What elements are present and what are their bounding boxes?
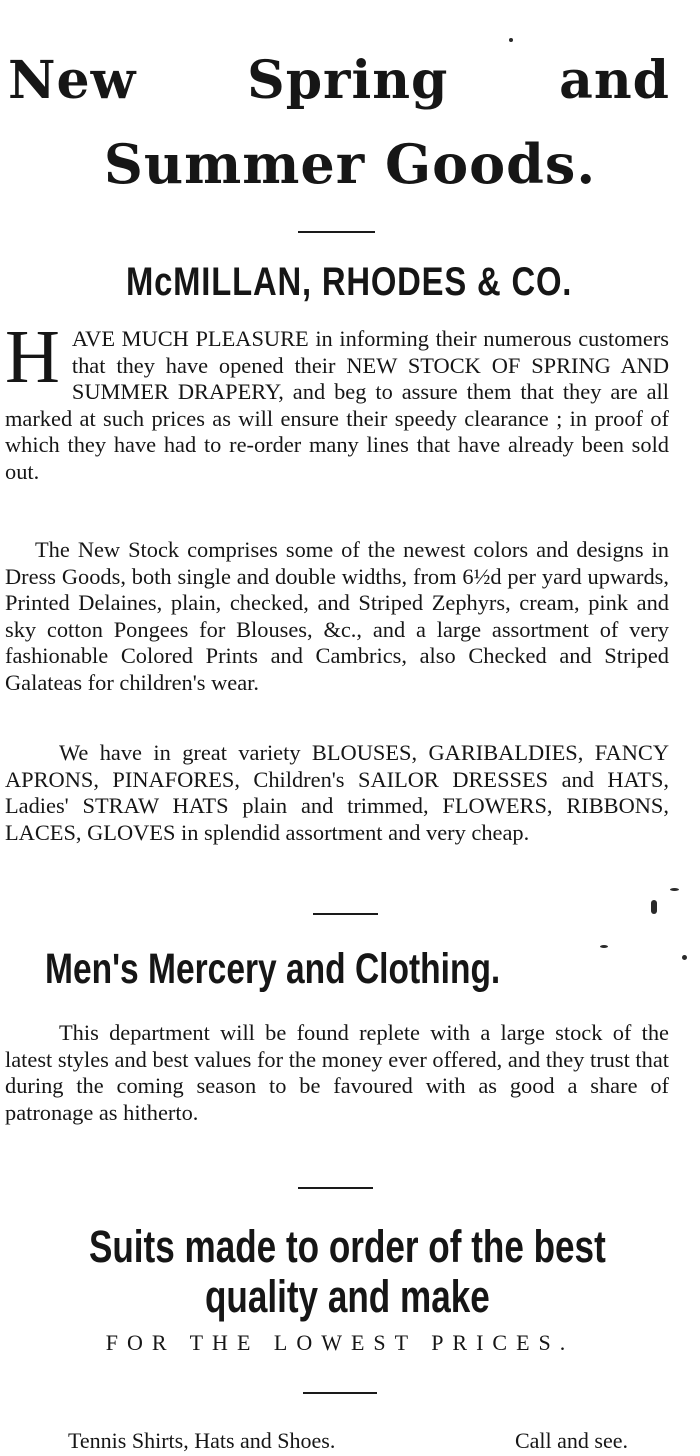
drop-cap: H — [5, 315, 60, 399]
ink-speck — [682, 955, 687, 960]
ink-speck — [670, 888, 679, 891]
divider-rule — [298, 231, 375, 233]
footer-items: Tennis Shirts, Hats and Shoes. — [68, 1428, 336, 1453]
suits-heading-line-1: Suits made to order of the best — [88, 1221, 606, 1272]
ink-speck — [651, 900, 657, 914]
suits-heading — [74, 1222, 620, 1322]
variety-paragraph: We have in great variety BLOUSES, GARIBALDIES, FANCY APRONS, PINAFORES, Children's SAILOR DRESSES and HATS, Ladies' STRAW HATS plain and trimmed, FLOWERS, RIBBONS, LACES, GLOVES in splendid assortment and very cheap. — [5, 740, 669, 845]
headline-word-spring: Spring — [247, 50, 449, 111]
stock-paragraph: The New Stock comprises some of the newest colors and designs in Dress Goods, both single and double widths, from 6½d per yard upwards, Printed Delaines, plain, checked, and Striped Zephyrs, cream, pink and sky cotton Pongees for Blouses, &c., and a large assortment of very fashionable Colored Prints and Cambrics, also Checked and Striped Galateas for children's wear. — [5, 537, 669, 695]
divider-rule — [303, 1392, 377, 1394]
mercery-heading: Men's Mercery and Clothing. — [45, 945, 501, 993]
lowest-prices-line: FOR THE LOWEST PRICES. — [105, 1330, 575, 1355]
intro-paragraph — [5, 315, 669, 485]
intro-text: AVE MUCH PLEASURE in informing their numerous customers that they have opened their NEW STOCK OF SPRING AND SUMMER DRAPERY, and beg to assure them that they are all marked at such prices as will ensure their speedy clearance ; in proof of which they have had to re-order many lines that have already been sold out. — [5, 326, 669, 484]
headline-line-1 — [8, 50, 670, 111]
headline-line-2: Summer Goods. — [103, 132, 597, 196]
suits-heading-line-2: quality and make — [204, 1271, 490, 1322]
footer-line — [68, 1428, 628, 1454]
divider-rule — [313, 913, 378, 915]
headline-word-new: New — [8, 50, 137, 111]
divider-rule — [298, 1187, 373, 1189]
footer-call-to-action: Call and see. — [514, 1428, 628, 1453]
mercery-paragraph: This department will be found replete with a large stock of the latest styles and best values for the money ever offered, and they trust that during the coming season to be favoured with as good a share of patronage as hitherto. — [5, 1020, 669, 1125]
ink-speck — [600, 945, 608, 948]
firm-name: McMILLAN, RHODES & CO. — [125, 260, 573, 304]
headline-word-and: and — [559, 50, 670, 111]
ink-speck — [509, 38, 513, 42]
